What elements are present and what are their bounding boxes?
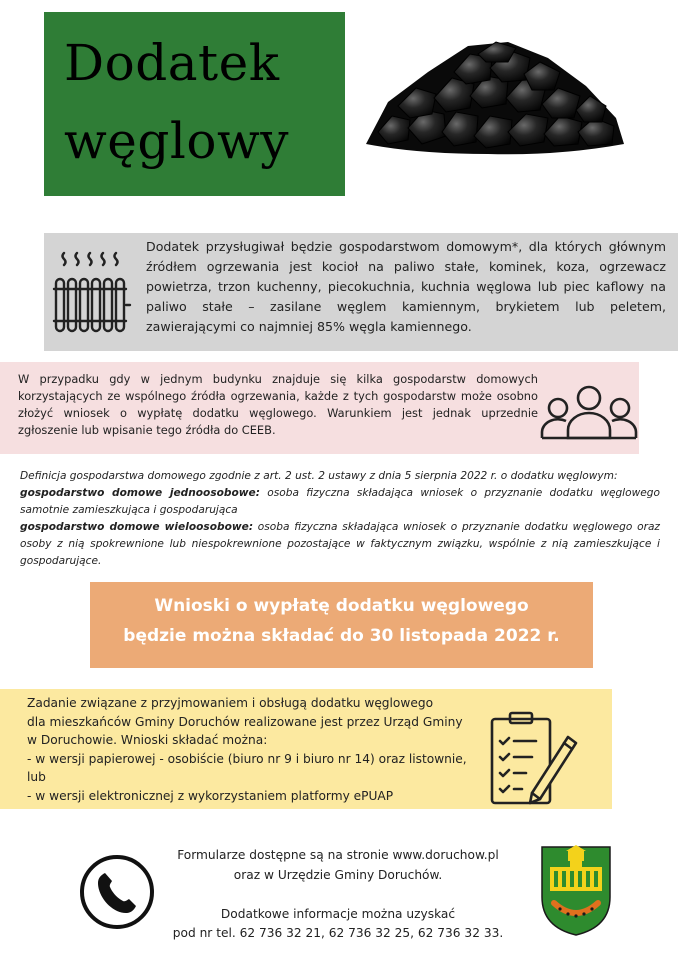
people-group-icon: [540, 384, 638, 440]
page-title-line1: Dodatek: [64, 34, 280, 92]
submission-line: - w wersji papierowej - osobiście (biuro nr 9 i biuro nr 14) oraz listownie,: [27, 751, 467, 766]
deadline-banner: [90, 582, 593, 668]
eligibility-panel: [44, 233, 678, 351]
submission-line: - w wersji elektronicznej z wykorzystaniem platformy ePUAP: [27, 788, 394, 803]
households-text: W przypadku gdy w jednym budynku znajduje się kilka gospodarstw domowych korzystających ze wspólnego źródła ogrzewania, każde z tych gospodarstw może osobno złożyć wniosek o wypłatę dodatku węglowego. Warunkiem jest jednak uprzednie zgłoszenie lub wpisanie tego źródła do CEEB.: [18, 372, 538, 437]
submission-text: [27, 694, 487, 805]
definition-single-desc: osoba fizyczna składająca wniosek o przyznanie dodatku węglowego samotnie zamieszkująca i gospodarująca: [20, 487, 660, 516]
submission-line: w Doruchowie. Wnioski składać można:: [27, 733, 268, 747]
contact-line2: oraz w Urzędzie Gminy Doruchów.: [233, 867, 443, 882]
contact-line3: Dodatkowe informacje można uzyskać: [220, 906, 456, 921]
deadline-line2: będzie można składać do 30 listopada 2022 r.: [123, 626, 560, 646]
definitions-intro: Definicja gospodarstwa domowego zgodnie z art. 2 ust. 2 ustawy z dnia 5 sierpnia 2022 r. o dodatku węglowym:: [20, 470, 618, 482]
contact-line4: pod nr tel. 62 736 32 21, 62 736 32 25, 62 736 32 33.: [172, 926, 504, 940]
household-definitions: [20, 468, 660, 570]
definition-multi-desc: osoba fizyczna składająca wniosek o przyznanie dodatku węglowego oraz osoby z nią spokrewnione lub niespokrewnione pozostające w faktycznym związku, wspólnie z nią zamieszkujące i gospodarujące.: [20, 521, 660, 567]
definition-single-term: gospodarstwo domowe jednoosobowe:: [20, 487, 260, 499]
submission-line: lub: [27, 770, 46, 784]
spacer: [158, 885, 518, 905]
deadline-line1: Wnioski o wypłatę dodatku węglowego: [154, 596, 529, 616]
submission-panel: [0, 689, 612, 809]
title-banner: [44, 12, 345, 196]
definition-multi-term: gospodarstwo domowe wieloosobowe:: [20, 521, 254, 533]
page-title-line2: węglowy: [64, 112, 290, 170]
radiator-icon: [52, 245, 132, 337]
contact-line1: Formularze dostępne są na stronie www.doruchow.pl: [177, 848, 499, 862]
eligibility-text: Dodatek przysługiwał będzie gospodarstwom domowym*, dla których głównym źródłem ogrzewania jest kocioł na paliwo stałe, kominek, koza, ogrzewacz powietrza, trzon kuchenny, piecokuchnia, kuchnia węglowa lub piec kaflowy na paliwo stałe – zasilane węglem kamiennym, brykietem lub peletem, zawierającymi co najmniej 85% węgla kamiennego.: [146, 239, 666, 334]
definition-single: [20, 485, 660, 519]
submission-line: dla mieszkańców Gminy Doruchów realizowane jest przez Urząd Gminy: [27, 714, 463, 729]
households-panel: [0, 362, 639, 454]
submission-line: Zadanie związane z przyjmowaniem i obsługą dodatku węglowego: [27, 696, 434, 710]
phone-icon: [78, 853, 156, 931]
contact-info: [158, 846, 518, 944]
definition-multi: [20, 519, 660, 570]
clipboard-pen-icon: [488, 709, 580, 809]
coal-pile-image: [358, 32, 628, 162]
coat-of-arms-icon: [540, 845, 612, 937]
